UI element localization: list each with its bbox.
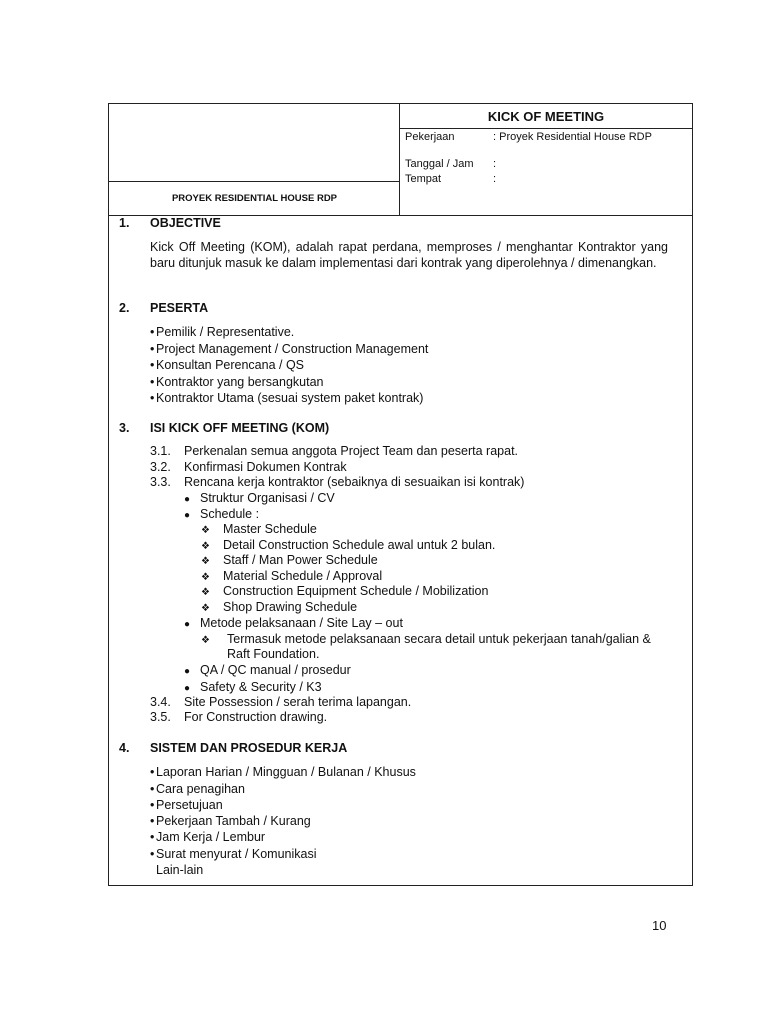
section-title: SISTEM DAN PROSEDUR KERJA bbox=[150, 741, 348, 755]
list-item-text: Safety & Security / K3 bbox=[200, 680, 322, 694]
list-item-text: Kontraktor Utama (sesuai system paket kontrak) bbox=[156, 391, 424, 405]
bullet-icon: • bbox=[150, 325, 155, 339]
diamond-bullet-icon: ❖ bbox=[201, 572, 210, 583]
metode-item-text: Termasuk metode pelaksanaan secara detail untuk pekerjaan tanah/galian & bbox=[227, 632, 651, 646]
subsection-number: 3.5. bbox=[150, 710, 171, 724]
header-left-panel bbox=[109, 104, 400, 215]
list-item bbox=[150, 358, 304, 372]
list-item bbox=[150, 342, 428, 356]
section-heading-peserta bbox=[119, 301, 208, 315]
list-item bbox=[150, 847, 317, 861]
objective-paragraph: Kick Off Meeting (KOM), adalah rapat perdana, memproses / menghantar Kontraktor yang baru ditunjuk masuk ke dalam implementasi dari kontrak yang diperolehnya / dimenangkan. bbox=[150, 240, 668, 270]
list-item bbox=[184, 491, 335, 505]
list-item bbox=[150, 798, 223, 812]
list-item-text: Pemilik / Representative. bbox=[156, 325, 295, 339]
list-item bbox=[184, 616, 403, 630]
list-item-text: Pekerjaan Tambah / Kurang bbox=[156, 814, 311, 828]
bullet-icon: ● bbox=[184, 666, 191, 677]
subsection-3-3 bbox=[150, 475, 524, 489]
bullet-icon: • bbox=[150, 375, 155, 389]
bullet-icon: • bbox=[150, 847, 155, 861]
bullet-icon: ● bbox=[184, 494, 191, 505]
subsection-text: Site Possession / serah terima lapangan. bbox=[184, 695, 412, 709]
diamond-bullet-icon: ❖ bbox=[201, 635, 210, 646]
section-number: 3. bbox=[119, 421, 130, 435]
subsection-text: Perkenalan semua anggota Project Team dan peserta rapat. bbox=[184, 444, 519, 458]
page-number: 10 bbox=[652, 918, 667, 933]
bullet-icon: • bbox=[150, 391, 155, 405]
schedule-item bbox=[201, 600, 357, 614]
list-item bbox=[184, 507, 259, 521]
section-title: ISI KICK OFF MEETING (KOM) bbox=[150, 421, 330, 435]
metode-item bbox=[201, 632, 651, 646]
document-title: KICK OF MEETING bbox=[400, 104, 692, 129]
list-item-text: Laporan Harian / Mingguan / Bulanan / Khusus bbox=[156, 765, 416, 779]
list-item-text: Struktur Organisasi / CV bbox=[200, 491, 335, 505]
tanggal-label: Tanggal / Jam bbox=[405, 158, 474, 170]
list-item-text: Persetujuan bbox=[156, 798, 223, 812]
list-item bbox=[150, 830, 265, 844]
tempat-label: Tempat bbox=[405, 173, 442, 185]
document-frame bbox=[108, 103, 693, 886]
schedule-item-text: Shop Drawing Schedule bbox=[223, 600, 358, 614]
subsection-number: 3.1. bbox=[150, 444, 171, 458]
bullet-icon: • bbox=[150, 342, 155, 356]
section-number: 4. bbox=[119, 741, 130, 755]
schedule-item-text: Construction Equipment Schedule / Mobilization bbox=[223, 584, 489, 598]
bullet-icon: • bbox=[150, 765, 155, 779]
bullet-icon: • bbox=[150, 358, 155, 372]
subsection-text: Konfirmasi Dokumen Kontrak bbox=[184, 460, 347, 474]
project-name: PROYEK RESIDENTIAL HOUSE RDP bbox=[171, 193, 338, 204]
bullet-icon: • bbox=[150, 798, 155, 812]
diamond-bullet-icon: ❖ bbox=[201, 603, 210, 614]
subsection-number: 3.2. bbox=[150, 460, 171, 474]
schedule-item-text: Master Schedule bbox=[223, 522, 317, 536]
header-right-panel bbox=[400, 104, 692, 215]
section-heading-isi bbox=[119, 421, 329, 435]
list-item bbox=[184, 663, 351, 677]
schedule-item bbox=[201, 538, 495, 552]
subsection-3-2 bbox=[150, 460, 347, 474]
schedule-item-text: Detail Construction Schedule awal untuk 2 bulan. bbox=[223, 538, 496, 552]
subsection-3-5 bbox=[150, 710, 327, 724]
list-item-text: Metode pelaksanaan / Site Lay – out bbox=[200, 616, 403, 630]
schedule-item-text: Staff / Man Power Schedule bbox=[223, 553, 378, 567]
subsection-text: Rencana kerja kontraktor (sebaiknya di sesuaikan isi kontrak) bbox=[184, 475, 525, 489]
list-item-text: Schedule : bbox=[200, 507, 260, 521]
schedule-item bbox=[201, 522, 317, 536]
diamond-bullet-icon: ❖ bbox=[201, 525, 210, 536]
diamond-bullet-icon: ❖ bbox=[201, 541, 210, 552]
list-item bbox=[150, 391, 423, 405]
bullet-icon: • bbox=[150, 830, 155, 844]
tanggal-value: : bbox=[493, 158, 497, 170]
subsection-text: For Construction drawing. bbox=[184, 710, 328, 724]
list-item bbox=[150, 814, 311, 828]
list-item-text: QA / QC manual / prosedur bbox=[200, 663, 351, 677]
section-title: PESERTA bbox=[150, 301, 209, 315]
subsection-3-4 bbox=[150, 695, 411, 709]
subsection-3-1 bbox=[150, 444, 518, 458]
section-heading-objective bbox=[119, 216, 221, 230]
schedule-item bbox=[201, 553, 378, 567]
schedule-item bbox=[201, 569, 382, 583]
section-title: OBJECTIVE bbox=[150, 216, 221, 230]
bullet-icon: ● bbox=[184, 510, 191, 521]
pekerjaan-label: Pekerjaan bbox=[405, 131, 455, 143]
logo-area bbox=[109, 104, 400, 182]
list-item-text: Surat menyurat / Komunikasi bbox=[156, 847, 317, 861]
bullet-icon: • bbox=[150, 782, 155, 796]
list-item-text: Cara penagihan bbox=[156, 782, 245, 796]
list-item bbox=[150, 325, 294, 339]
schedule-item bbox=[201, 584, 488, 598]
diamond-bullet-icon: ❖ bbox=[201, 587, 210, 598]
list-item bbox=[150, 782, 245, 796]
subsection-number: 3.4. bbox=[150, 695, 171, 709]
list-item bbox=[150, 375, 323, 389]
section-number: 1. bbox=[119, 216, 130, 230]
bullet-icon: ● bbox=[184, 683, 191, 694]
diamond-bullet-icon: ❖ bbox=[201, 556, 210, 567]
subsection-number: 3.3. bbox=[150, 475, 171, 489]
list-item-last: Lain-lain bbox=[156, 863, 204, 877]
list-item bbox=[184, 680, 322, 694]
section-number: 2. bbox=[119, 301, 130, 315]
list-item-text: Jam Kerja / Lembur bbox=[156, 830, 266, 844]
list-item-text: Project Management / Construction Management bbox=[156, 342, 429, 356]
schedule-item-text: Material Schedule / Approval bbox=[223, 569, 383, 583]
tempat-value: : bbox=[493, 173, 497, 185]
list-item-text: Konsultan Perencana / QS bbox=[156, 358, 305, 372]
bullet-icon: • bbox=[150, 814, 155, 828]
list-item bbox=[150, 765, 416, 779]
bullet-icon: ● bbox=[184, 619, 191, 630]
metode-item-continuation: Raft Foundation. bbox=[227, 647, 320, 661]
pekerjaan-value: : Proyek Residential House RDP bbox=[493, 131, 652, 143]
section-heading-sistem bbox=[119, 741, 347, 755]
list-item-text: Kontraktor yang bersangkutan bbox=[156, 375, 324, 389]
